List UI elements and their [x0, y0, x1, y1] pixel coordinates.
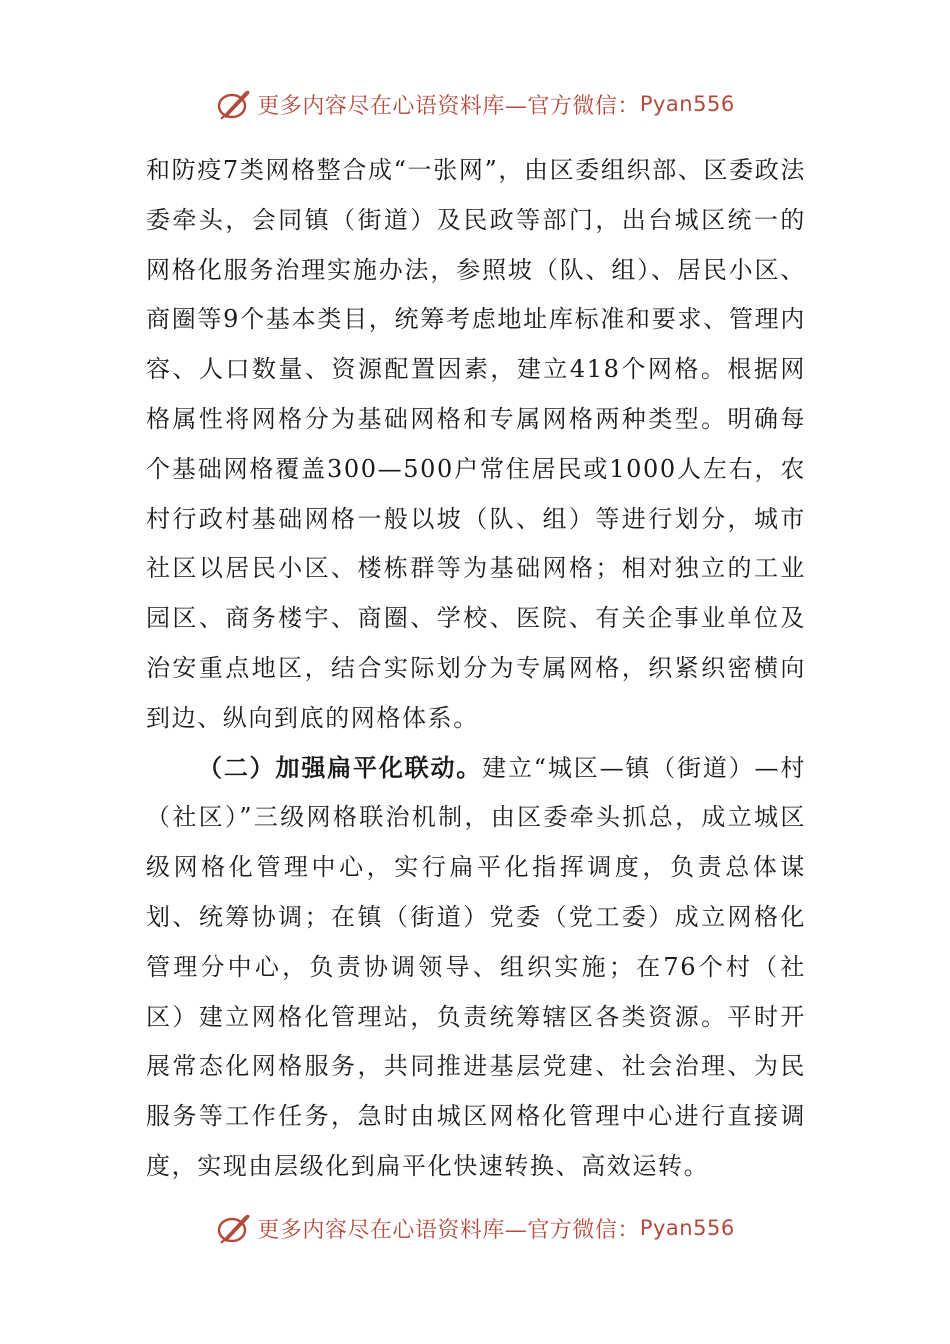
watermark-text: 更多内容尽在心语资料库—官方微信：: [257, 93, 640, 119]
quill-pen-icon: [215, 86, 251, 122]
quill-pen-icon: [215, 1210, 251, 1246]
footer-watermark: [0, 1206, 950, 1250]
watermark-text: 更多内容尽在心语资料库—官方微信：: [257, 1217, 640, 1243]
paragraph-flat-linkage: [146, 744, 806, 1192]
section-heading: （二）加强扁平化联动。: [198, 753, 483, 782]
watermark-wechat-id: Pyan556: [639, 1216, 735, 1240]
header-watermark: [0, 82, 950, 126]
section-body: 建立“城区—镇（街道）—村（社区）”三级网格联治机制，由区委牵头抓总，成立城区级网格化管理中心，实行扁平化指挥调度，负责总体谋划、统筹协调；在镇（街道）党委（党工委）成立网格化管理分中心，负责协调领导、组织实施；在76个村（社区）建立网格化管理站，负责统筹辖区各类资源。平时开展常态化网格服务，共同推进基层党建、社会治理、为民服务等工作任务，急时由城区网格化管理中心进行直接调度，实现由层级化到扁平化快速转换、高效运转。: [146, 753, 806, 1180]
watermark-wechat-id: Pyan556: [639, 92, 735, 116]
paragraph-grid-integration: 和防疫7类网格整合成“一张网”，由区委组织部、区委政法委牵头，会同镇（街道）及民政等部门，出台城区统一的网格化服务治理实施办法，参照坡（队、组）、居民小区、商圈等9个基本类目，统筹考虑地址库标准和要求、管理内容、人口数量、资源配置因素，建立418个网格。根据网格属性将网格分为基础网格和专属网格两种类型。明确每个基础网格覆盖300—500户常住居民或1000人左右，农村行政村基础网格一般以坡（队、组）等进行划分，城市社区以居民小区、楼栋群等为基础网格；相对独立的工业园区、商务楼宇、商圈、学校、医院、有关企事业单位及治安重点地区，结合实际划分为专属网格，织紧织密横向到边、纵向到底的网格体系。: [146, 156, 806, 732]
document-body: [146, 146, 806, 1192]
